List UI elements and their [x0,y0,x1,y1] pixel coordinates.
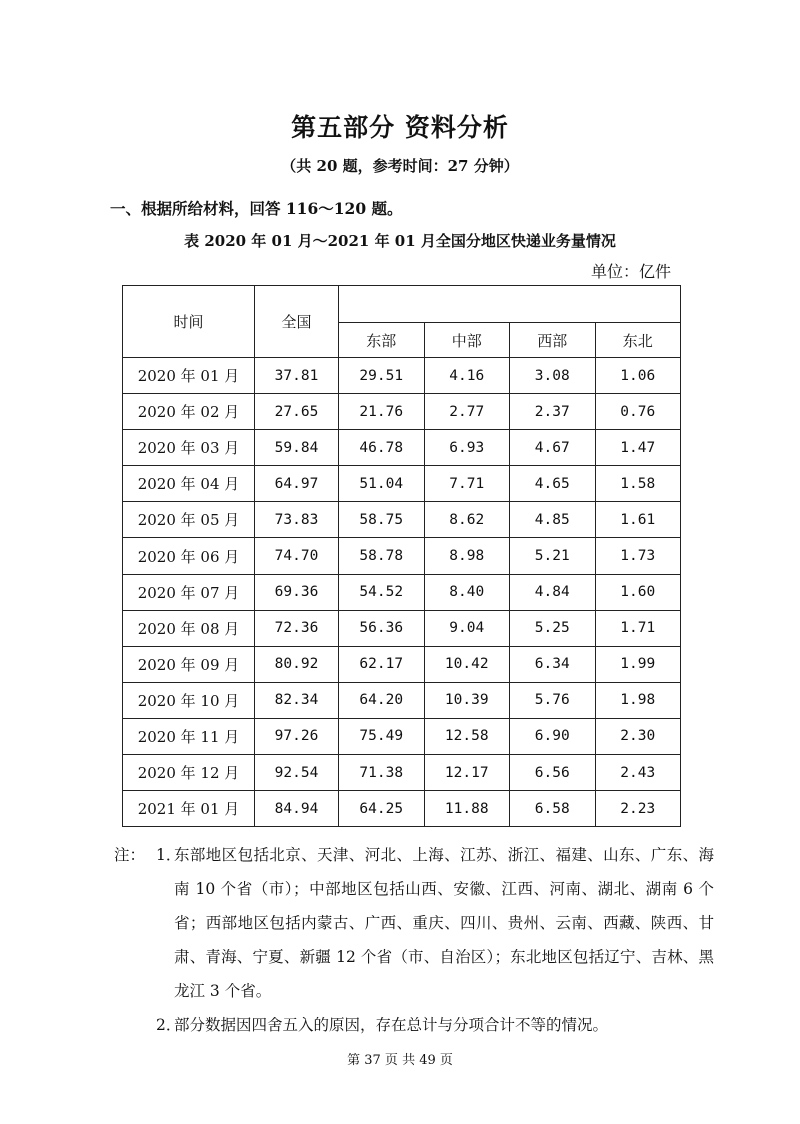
cell-value: 6.34 [510,646,596,682]
cell-value: 58.75 [339,502,425,538]
cell-value: 6.58 [510,791,596,827]
cell-value: 97.26 [255,718,339,754]
notes [114,838,714,1042]
cell-value: 64.25 [339,791,425,827]
cell-month: 2020 年 04 月 [123,466,255,502]
table-row [123,538,681,574]
table-row [123,466,681,502]
cell-value: 7.71 [424,466,510,502]
header-region: 东部 [339,323,425,358]
cell-month: 2020 年 10 月 [123,682,255,718]
cell-value: 64.20 [339,682,425,718]
page-footer: 第 37 页 共 49 页 [347,1053,453,1068]
cell-value: 73.83 [255,502,339,538]
table-row [123,646,681,682]
cell-value: 46.78 [339,430,425,466]
cell-value: 2.43 [595,755,681,791]
cell-value: 6.90 [510,718,596,754]
cell-value: 84.94 [255,791,339,827]
cell-value: 4.85 [510,502,596,538]
cell-value: 10.39 [424,682,510,718]
cell-value: 8.98 [424,538,510,574]
cell-value: 11.88 [424,791,510,827]
cell-value: 2.23 [595,791,681,827]
cell-value: 1.73 [595,538,681,574]
cell-value: 75.49 [339,718,425,754]
note-number: 1． [156,846,182,864]
cell-month: 2020 年 05 月 [123,502,255,538]
table-row [123,502,681,538]
header-region: 中部 [424,323,510,358]
note-item [114,1008,714,1042]
cell-value: 69.36 [255,574,339,610]
table-row [123,610,681,646]
unit-label: 单位：亿件 [590,262,671,281]
cell-value: 51.04 [339,466,425,502]
note-text: 东部地区包括北京、天津、河北、上海、江苏、浙江、福建、山东、广东、海南 10 个省（市）；中部地区包括山西、安徽、江西、河南、湖北、湖南 6 个省；西部地区包括内蒙古、广西、重庆、四川、贵州、云南、西藏、陕西、甘肃、青海、宁夏、新疆 12 个省（市、自治区）；东北地区包括辽宁、吉林、黑龙江 3 个省。 [174,846,714,1000]
cell-month: 2020 年 02 月 [123,394,255,430]
cell-value: 8.62 [424,502,510,538]
cell-value: 4.84 [510,574,596,610]
cell-value: 1.06 [595,358,681,394]
cell-value: 5.25 [510,610,596,646]
cell-value: 4.16 [424,358,510,394]
cell-value: 92.54 [255,755,339,791]
cell-month: 2020 年 07 月 [123,574,255,610]
cell-month: 2020 年 11 月 [123,718,255,754]
header-national: 全国 [255,286,339,358]
cell-value: 1.47 [595,430,681,466]
cell-value: 1.98 [595,682,681,718]
cell-value: 6.56 [510,755,596,791]
cell-value: 21.76 [339,394,425,430]
cell-value: 0.76 [595,394,681,430]
cell-value: 10.42 [424,646,510,682]
table-row [123,394,681,430]
cell-value: 1.71 [595,610,681,646]
cell-value: 71.38 [339,755,425,791]
express-volume-table [122,285,681,827]
cell-value: 1.61 [595,502,681,538]
cell-value: 5.21 [510,538,596,574]
header-time: 时间 [123,286,255,358]
cell-value: 4.65 [510,466,596,502]
cell-value: 5.76 [510,682,596,718]
cell-value: 56.36 [339,610,425,646]
page-title: 第五部分 资料分析 [291,113,509,142]
cell-value: 8.40 [424,574,510,610]
cell-value: 82.34 [255,682,339,718]
table-row [123,791,681,827]
cell-value: 59.84 [255,430,339,466]
table-row [123,574,681,610]
cell-month: 2020 年 06 月 [123,538,255,574]
cell-value: 6.93 [424,430,510,466]
note-prefix: 注： [114,846,146,864]
header-region: 西部 [510,323,596,358]
cell-value: 3.08 [510,358,596,394]
cell-month: 2020 年 12 月 [123,755,255,791]
cell-value: 80.92 [255,646,339,682]
table-row [123,430,681,466]
table-row [123,358,681,394]
note-text: 部分数据因四舍五入的原因，存在总计与分项合计不等的情况。 [174,1016,609,1034]
note-number: 2． [156,1016,182,1034]
cell-month: 2021 年 01 月 [123,791,255,827]
page-subtitle: （共 20 题，参考时间：27 分钟） [281,157,519,175]
table-row [123,718,681,754]
note-item [114,838,714,1008]
cell-value: 2.77 [424,394,510,430]
cell-value: 1.99 [595,646,681,682]
header-regions-group [339,286,681,323]
cell-month: 2020 年 09 月 [123,646,255,682]
cell-value: 74.70 [255,538,339,574]
cell-value: 62.17 [339,646,425,682]
cell-month: 2020 年 08 月 [123,610,255,646]
cell-value: 2.30 [595,718,681,754]
cell-value: 2.37 [510,394,596,430]
cell-value: 1.58 [595,466,681,502]
cell-month: 2020 年 03 月 [123,430,255,466]
table-row [123,755,681,791]
cell-value: 58.78 [339,538,425,574]
cell-value: 54.52 [339,574,425,610]
cell-month: 2020 年 01 月 [123,358,255,394]
cell-value: 12.17 [424,755,510,791]
section-heading: 一、根据所给材料，回答 116～120 题。 [110,199,403,218]
table-caption: 表 2020 年 01 月～2021 年 01 月全国分地区快递业务量情况 [184,232,616,250]
cell-value: 12.58 [424,718,510,754]
cell-value: 9.04 [424,610,510,646]
cell-value: 27.65 [255,394,339,430]
cell-value: 72.36 [255,610,339,646]
cell-value: 37.81 [255,358,339,394]
cell-value: 1.60 [595,574,681,610]
cell-value: 4.67 [510,430,596,466]
header-region: 东北 [595,323,681,358]
cell-value: 64.97 [255,466,339,502]
table-row [123,682,681,718]
cell-value: 29.51 [339,358,425,394]
